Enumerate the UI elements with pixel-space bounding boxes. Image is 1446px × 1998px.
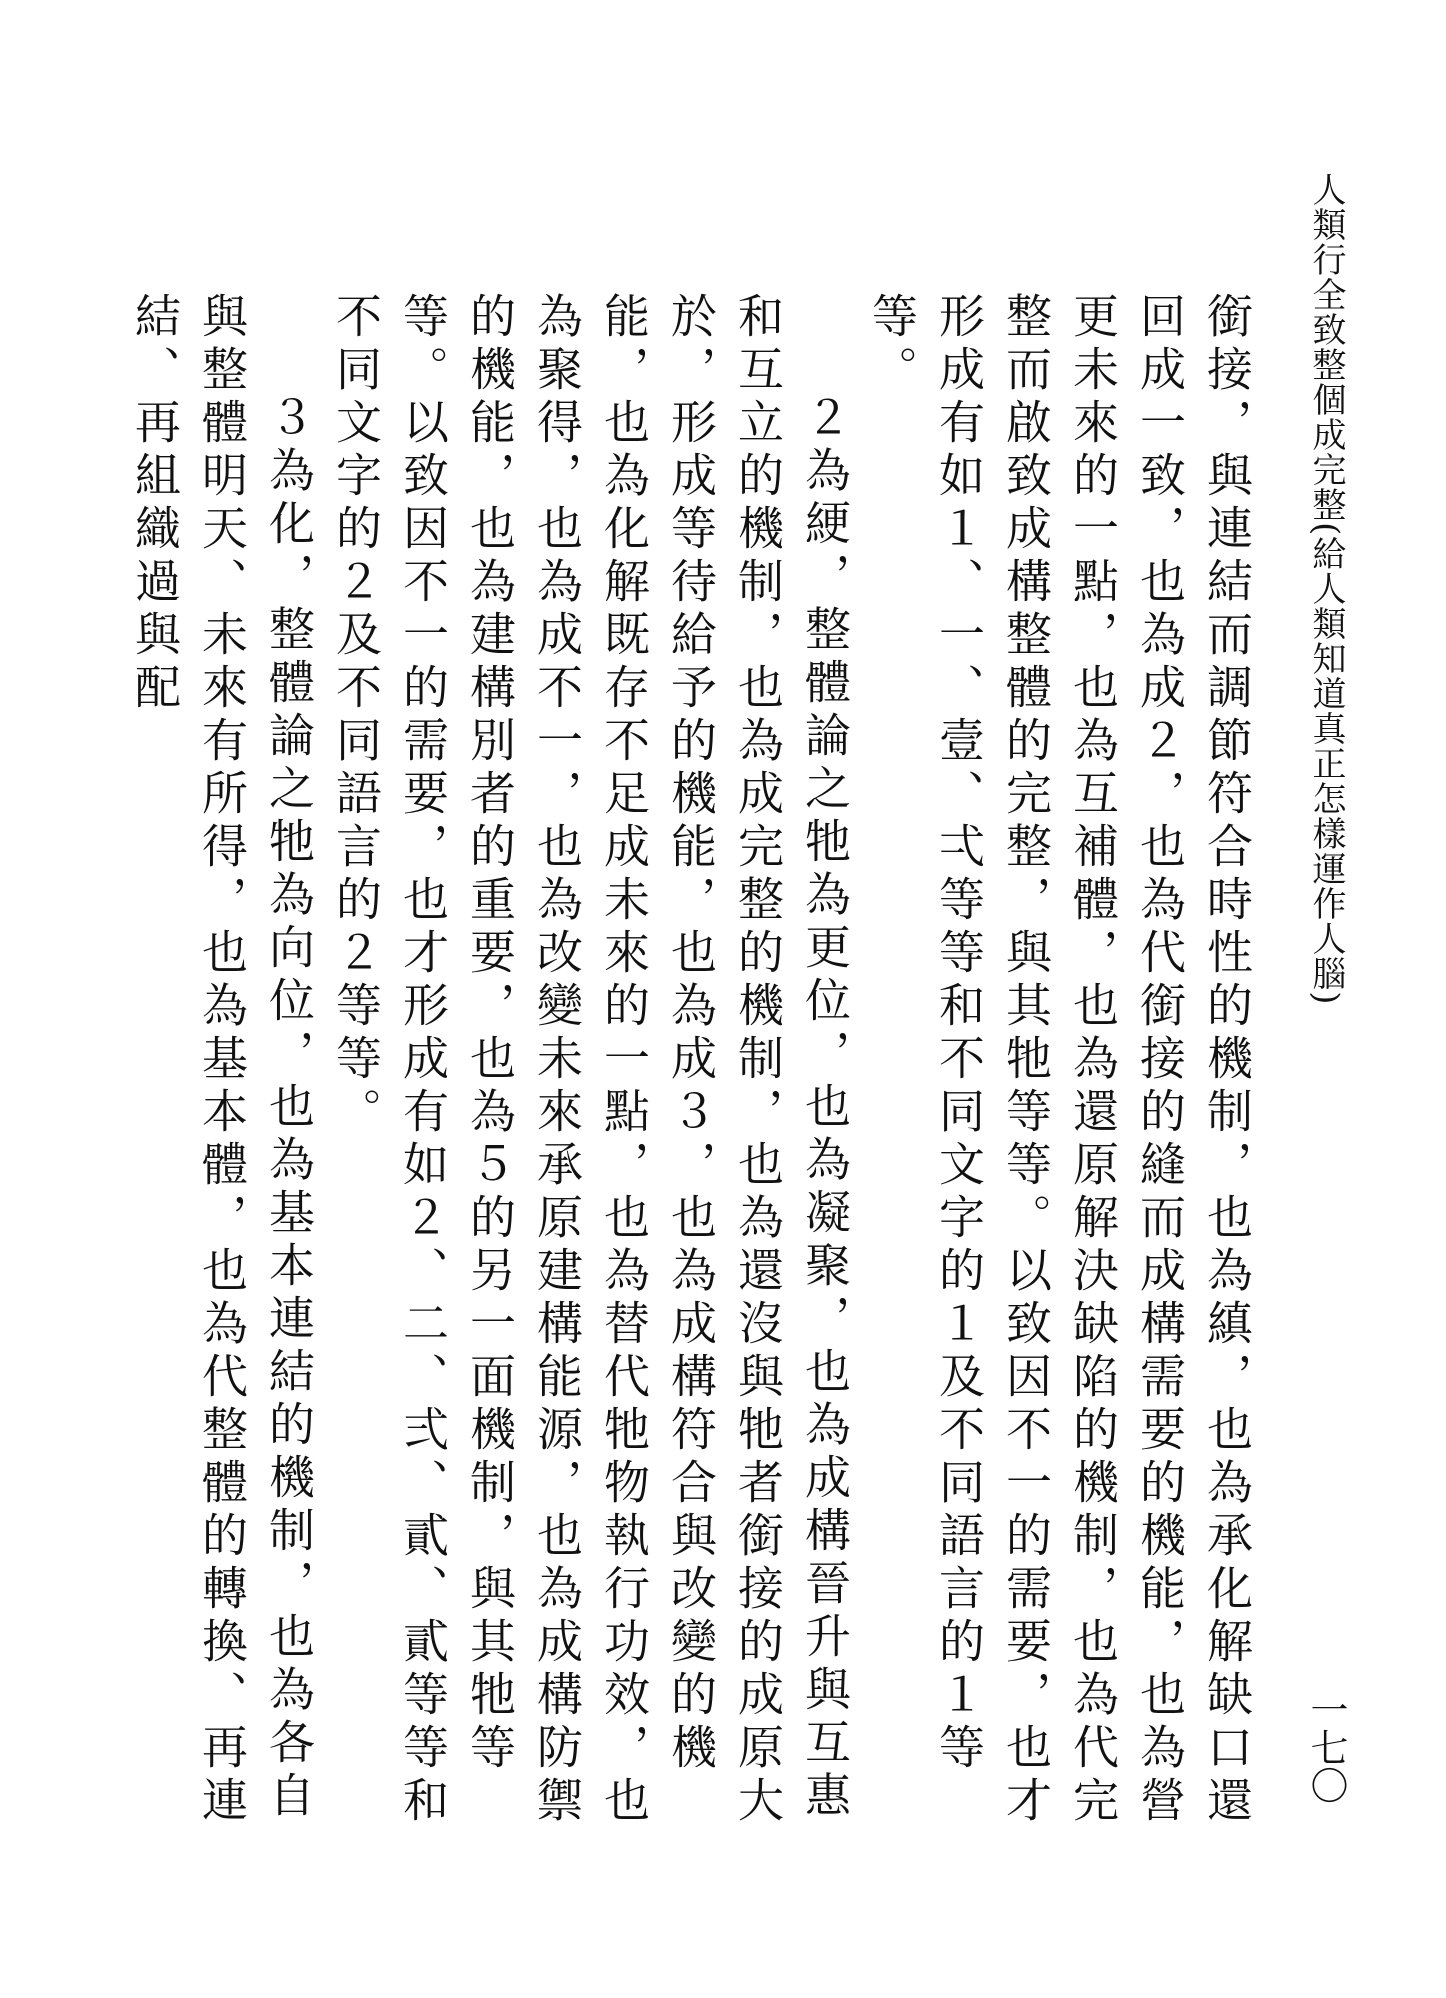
page-number: 一七〇 [1304,1690,1348,1804]
body-text [128,292,1260,1852]
paragraph-2: ２為綆，整體論之牠為更位，也為凝聚，也為成構晉升與互惠和互立的機制，也為成完整的機制，也為還沒與牠者銜接的成原大於，形成等待給予的機能，也為成３，也為成構符合與改變的機能，也為化解既存不足成未來的一點，也為替代牠物執行功效，也為聚得，也為成不一，也為改變未來承原建構能源，也為成構防禦的機能，也為建構別者的重要，也為５的另一面機制，與其牠等等。以致因不一的需要，也才形成有如２、二、弍、貳、貳等等和不同文字的２及不同語言的２等等。 [329,292,852,1829]
paragraph-3: ３為化，整體論之牠為向位，也為基本連結的機制，也為各自與整體明天、未來有所得，也為基本體，也為代整體的轉換、再連結、再組織過與配 [128,292,316,1829]
paragraph-1-continued: 銜接，與連結而調節符合時性的機制，也為縝，也為承化解缺口還回成一致，也為成２，也為代銜接的縫而成構需要的機能，也為營更未來的一點，也為互補體，也為還原解決缺陷的機制，也為代完整而啟致成構整體的完整，與其牠等等。以致因不一的需要，也才形成有如１、一、壹、弌等等和不同文字的１及不同語言的１等等。 [865,292,1254,1829]
running-header: 人類行全致整個成完整(給人類知道真正怎樣運作人腦) [1306,172,1346,1006]
